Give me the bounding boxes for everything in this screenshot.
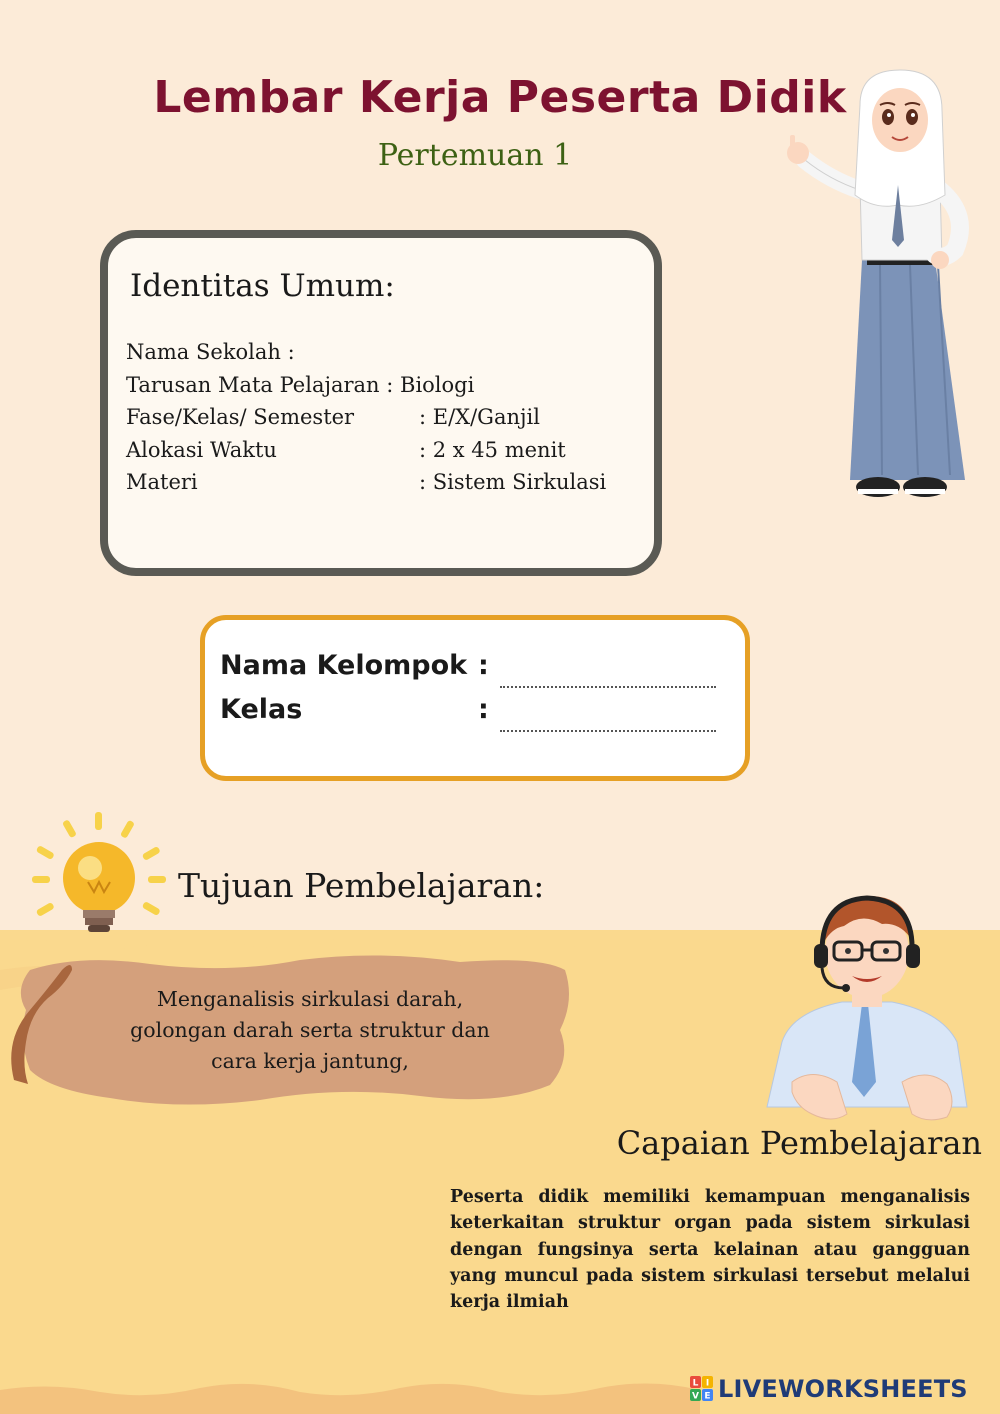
identity-label: Nama Sekolah : <box>126 340 295 364</box>
logo-letter: V <box>692 1391 699 1402</box>
identity-value: : E/X/Ganjil <box>419 405 540 429</box>
identity-value: : Sistem Sirkulasi <box>419 470 607 494</box>
page-title: Lembar Kerja Peserta Didik <box>153 72 847 123</box>
lightbulb-icon <box>28 812 170 944</box>
identity-label: Materi <box>126 470 198 494</box>
colon: : <box>478 650 489 681</box>
group-card <box>200 615 750 781</box>
identity-row-time <box>126 434 646 467</box>
liveworksheets-logo <box>690 1372 990 1406</box>
capaian-heading: Capaian Pembelajaran <box>616 1124 982 1162</box>
identity-row-school <box>126 336 646 369</box>
logo-letter: E <box>704 1391 711 1402</box>
tujuan-line: golongan darah serta struktur dan <box>130 1018 490 1042</box>
group-class-label: Kelas <box>220 694 303 725</box>
identity-row-subject <box>126 369 646 402</box>
tujuan-text <box>80 984 540 1077</box>
identity-value: : 2 x 45 menit <box>419 437 566 462</box>
identity-label: Fase/Kelas/ Semester <box>126 405 355 429</box>
logo-letter: L <box>692 1378 699 1389</box>
group-name-label: Nama Kelompok <box>220 650 468 681</box>
group-name-input[interactable] <box>500 686 716 688</box>
identity-label: Alokasi Waktu <box>126 437 277 462</box>
identity-row-phase <box>126 401 646 434</box>
group-class-row <box>220 694 489 725</box>
group-class-input[interactable] <box>500 730 716 732</box>
tujuan-heading: Tujuan Pembelajaran: <box>178 866 545 905</box>
identity-row-material <box>126 466 646 499</box>
tujuan-line: Menganalisis sirkulasi darah, <box>156 987 464 1011</box>
tujuan-line: cara kerja jantung, <box>211 1049 409 1073</box>
page-subtitle: Pertemuan 1 <box>377 138 573 173</box>
student-girl-illustration <box>770 65 1000 510</box>
logo-letter: I <box>705 1378 710 1389</box>
identity-value: : Biologi <box>386 372 475 397</box>
group-name-row <box>220 650 489 681</box>
call-center-boy-illustration <box>752 892 982 1132</box>
liveworksheets-logo-text: LIVEWORKSHEETS <box>718 1375 968 1403</box>
capaian-text: Peserta didik memiliki kemampuan menganalisis keterkaitan struktur organ pada sistem sirkulasi dengan fungsinya serta kelainan atau gangguan yang muncul pada sistem sirkulasi tersebut melalui kerja ilmiah <box>450 1187 970 1313</box>
identity-card <box>100 230 662 576</box>
liveworksheets-logo-icon <box>690 1376 714 1402</box>
identity-heading: Identitas Umum: <box>130 268 395 304</box>
colon: : <box>478 694 489 725</box>
identity-label: Tarusan Mata Pelajaran <box>126 372 387 397</box>
identity-list <box>126 336 646 499</box>
